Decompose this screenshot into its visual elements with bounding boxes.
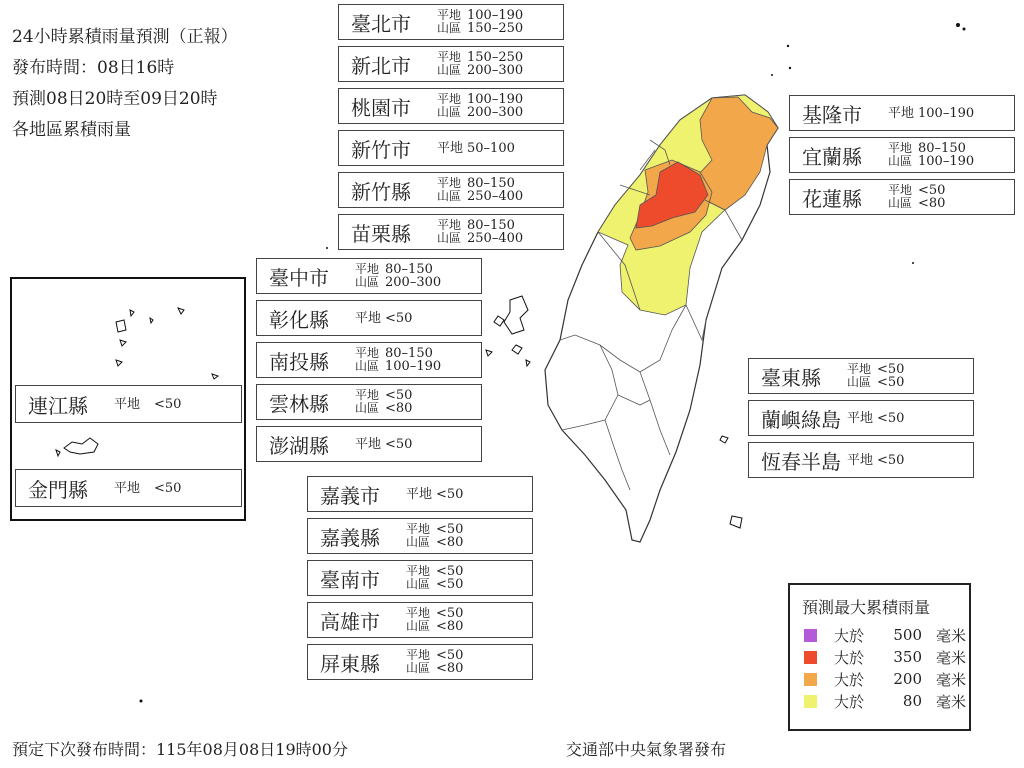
county-name: 蘭嶼綠島 <box>761 407 841 432</box>
legend-word: 大於 <box>834 648 865 667</box>
mountain-label: 山區 <box>888 154 913 168</box>
plain-label: 平地 <box>355 262 380 276</box>
legend-value: 80 <box>902 692 922 710</box>
county-name: 恆春半島 <box>761 449 841 474</box>
mountain-value: 250–400 <box>467 231 524 246</box>
mountain-label: 山區 <box>888 196 913 210</box>
issue-time: 發布時間：08日16時 <box>12 58 175 78</box>
county-name: 臺東縣 <box>761 365 821 390</box>
mountain-value: <80 <box>436 619 464 634</box>
mountain-value: <80 <box>385 401 413 416</box>
county-name: 彰化縣 <box>269 307 329 332</box>
plain-label: 平地 <box>437 218 462 232</box>
plain-value: <50 <box>436 564 464 579</box>
mountain-value: 100–190 <box>918 154 975 169</box>
legend-unit: 毫米 <box>936 692 967 711</box>
county-box-taipei-city <box>338 4 564 40</box>
county-name: 臺北市 <box>351 11 411 36</box>
plain-value: <50 <box>436 522 464 537</box>
plain-label: 平地 <box>355 436 382 452</box>
plain-label: 平地 <box>888 141 913 155</box>
plain-label: 平地 <box>406 522 431 536</box>
plain-label: 平地 <box>114 396 141 412</box>
legend-value: 200 <box>893 670 922 688</box>
legend-swatch-yellow <box>804 695 817 708</box>
county-box-lienchiang <box>15 385 242 423</box>
plain-label: 平地 <box>355 388 380 402</box>
plain-label: 平地 <box>406 606 431 620</box>
county-name: 高雄市 <box>320 609 380 634</box>
plain-value: 100–190 <box>467 92 524 107</box>
mountain-value: <80 <box>918 196 946 211</box>
mountain-value: <50 <box>436 577 464 592</box>
plain-value: 80–150 <box>385 346 433 361</box>
county-box-kaohsiung <box>307 602 533 638</box>
legend-swatch-orange <box>804 673 817 686</box>
mountain-value: 150–250 <box>467 21 524 36</box>
county-name: 澎湖縣 <box>269 433 329 458</box>
plain-label: 平地 <box>437 50 462 64</box>
mountain-label: 山區 <box>355 359 380 373</box>
plain-value: 50–100 <box>467 140 515 156</box>
county-name: 桃園市 <box>351 95 411 120</box>
mountain-label: 山區 <box>437 63 462 77</box>
county-name: 新竹縣 <box>351 179 411 204</box>
mountain-value: <50 <box>877 375 905 390</box>
plain-label: 平地 <box>355 346 380 360</box>
mountain-label: 山區 <box>406 619 431 633</box>
legend-item <box>804 668 966 690</box>
plain-value: <50 <box>436 606 464 621</box>
plain-value: 150–250 <box>467 50 524 65</box>
county-box-hengchun <box>748 442 974 478</box>
county-name: 基隆市 <box>802 102 862 127</box>
county-box-taichung <box>256 258 482 294</box>
lanyu-island <box>730 516 742 528</box>
plain-value: <50 <box>918 183 946 198</box>
county-name: 雲林縣 <box>269 391 329 416</box>
legend-value: 350 <box>893 648 922 666</box>
county-box-taitung <box>748 358 974 394</box>
mountain-label: 山區 <box>437 189 462 203</box>
plain-label: 平地 <box>437 140 464 156</box>
plain-label: 平地 <box>406 564 431 578</box>
issuer: 交通部中央氣象署發布 <box>566 740 727 759</box>
county-name: 嘉義市 <box>320 483 380 508</box>
mountain-value: <80 <box>436 661 464 676</box>
legend-value: 500 <box>893 626 922 644</box>
county-box-kinmen <box>15 469 242 507</box>
legend-item <box>804 646 966 668</box>
county-name: 連江縣 <box>28 393 88 418</box>
county-box-hsinchu-city <box>338 130 564 166</box>
plain-value: <50 <box>154 480 182 496</box>
county-box-yilan <box>789 137 1015 173</box>
mountain-value: 200–300 <box>467 63 524 78</box>
mountain-label: 山區 <box>406 661 431 675</box>
plain-label: 平地 <box>114 480 141 496</box>
forecast-period: 預測08日20時至09日20時 <box>12 89 218 109</box>
legend-unit: 毫米 <box>936 648 967 667</box>
plain-value: <50 <box>154 396 182 412</box>
county-box-chiayi-city <box>307 476 533 512</box>
plain-value: <50 <box>877 410 905 426</box>
plain-label: 平地 <box>437 92 462 106</box>
mountain-label: 山區 <box>437 231 462 245</box>
legend-swatch-red <box>804 651 817 664</box>
county-name: 金門縣 <box>28 477 88 502</box>
legend-word: 大於 <box>834 626 865 645</box>
plain-label: 平地 <box>406 486 433 502</box>
county-box-new-taipei <box>338 46 564 82</box>
mountain-value: 100–190 <box>385 359 442 374</box>
mountain-label: 山區 <box>437 21 462 35</box>
legend-unit: 毫米 <box>936 670 967 689</box>
map-subtitle: 各地區累積雨量 <box>12 120 131 140</box>
mountain-value: 200–300 <box>467 105 524 120</box>
mountain-label: 山區 <box>355 275 380 289</box>
mountain-label: 山區 <box>406 535 431 549</box>
plain-value: 80–150 <box>467 218 515 233</box>
plain-value: <50 <box>385 436 413 452</box>
mountain-label: 山區 <box>437 105 462 119</box>
county-name: 臺中市 <box>269 265 329 290</box>
county-box-yunlin <box>256 384 482 420</box>
county-box-changhua <box>256 300 482 336</box>
county-name: 宜蘭縣 <box>802 144 862 169</box>
county-box-miaoli <box>338 214 564 250</box>
plain-label: 平地 <box>355 310 382 326</box>
county-name: 新北市 <box>351 53 411 78</box>
green-island <box>720 436 728 443</box>
plain-label: 平地 <box>888 183 913 197</box>
plain-label: 平地 <box>888 105 915 121</box>
legend-title: 預測最大累積雨量 <box>802 598 931 617</box>
plain-value: 100–190 <box>918 105 975 121</box>
map-title: 24小時累積雨量預測（正報） <box>12 27 238 47</box>
county-box-penghu <box>256 426 482 462</box>
legend-item <box>804 690 966 712</box>
mountain-value: <80 <box>436 535 464 550</box>
county-box-chiayi-county <box>307 518 533 554</box>
county-name: 花蓮縣 <box>802 186 862 211</box>
plain-label: 平地 <box>437 8 462 22</box>
county-name: 臺南市 <box>320 567 380 592</box>
penghu-islands <box>486 296 530 366</box>
plain-value: <50 <box>436 486 464 502</box>
plain-label: 平地 <box>847 362 872 376</box>
mountain-label: 山區 <box>355 401 380 415</box>
county-box-keelung <box>789 95 1015 131</box>
plain-value: <50 <box>877 452 905 468</box>
county-box-tainan <box>307 560 533 596</box>
county-box-taoyuan <box>338 88 564 124</box>
mountain-value: 200–300 <box>385 275 442 290</box>
plain-value: 80–150 <box>467 176 515 191</box>
plain-value: <50 <box>385 388 413 403</box>
next-issue-time: 預定下次發布時間：115年08月08日19時00分 <box>12 740 348 759</box>
legend-unit: 毫米 <box>936 626 967 645</box>
plain-value: 80–150 <box>385 262 433 277</box>
county-name: 苗栗縣 <box>351 221 411 246</box>
county-box-hsinchu-county <box>338 172 564 208</box>
county-name: 嘉義縣 <box>320 525 380 550</box>
plain-value: 100–190 <box>467 8 524 23</box>
plain-label: 平地 <box>847 452 874 468</box>
plain-label: 平地 <box>847 410 874 426</box>
plain-value: 80–150 <box>918 141 966 156</box>
mountain-label: 山區 <box>406 577 431 591</box>
county-box-nantou <box>256 342 482 378</box>
legend-swatch-purple <box>804 629 817 642</box>
county-box-lanyu-ludao <box>748 400 974 436</box>
plain-value: <50 <box>436 648 464 663</box>
plain-label: 平地 <box>406 648 431 662</box>
county-name: 南投縣 <box>269 349 329 374</box>
county-name: 新竹市 <box>351 137 411 162</box>
plain-label: 平地 <box>437 176 462 190</box>
legend-word: 大於 <box>834 692 865 711</box>
legend-item <box>804 624 966 646</box>
rainfall-legend <box>788 583 971 731</box>
mountain-label: 山區 <box>847 375 872 389</box>
county-name: 屏東縣 <box>320 651 380 676</box>
legend-word: 大於 <box>834 670 865 689</box>
county-box-hualien <box>789 179 1015 215</box>
plain-value: <50 <box>877 362 905 377</box>
plain-value: <50 <box>385 310 413 326</box>
mountain-value: 250–400 <box>467 189 524 204</box>
county-box-pingtung <box>307 644 533 680</box>
